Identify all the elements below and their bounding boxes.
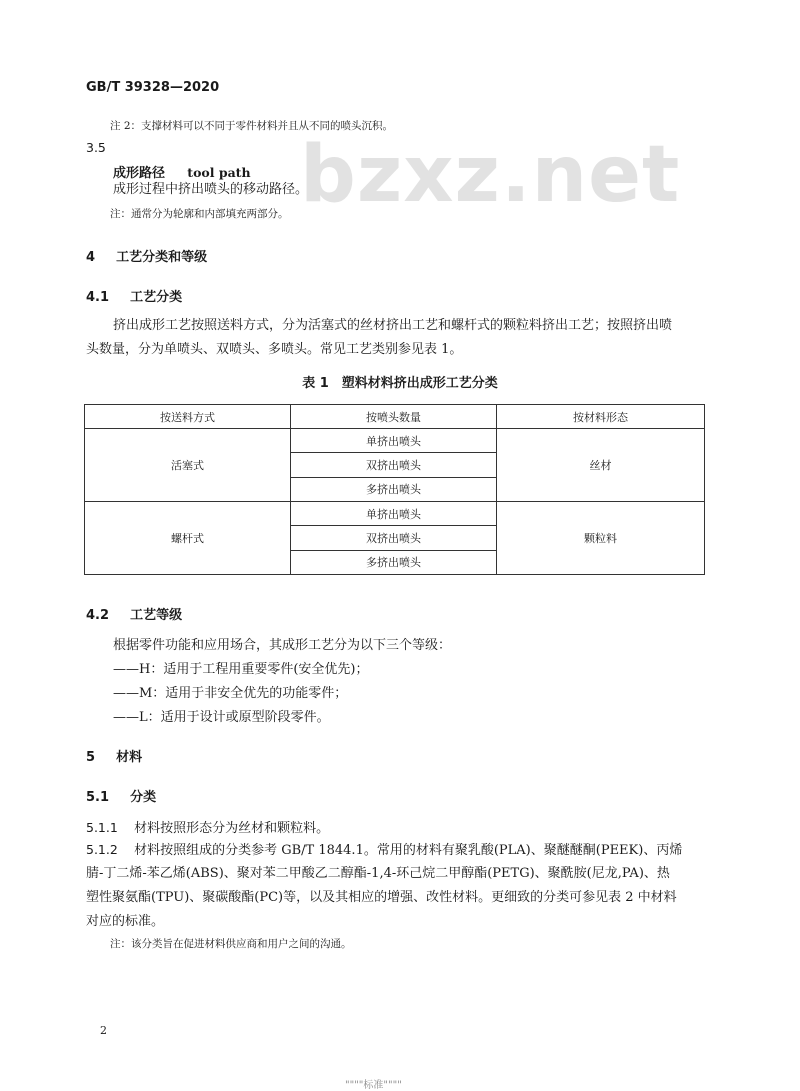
section-4-2-intro: 根据零件功能和应用场合，其成形工艺分为以下三个等级： bbox=[113, 638, 452, 653]
table-cell-feed: 活塞式 bbox=[85, 429, 291, 502]
standard-number: GB/T 39328—2020 bbox=[86, 80, 220, 95]
table-cell-form: 丝材 bbox=[497, 429, 705, 502]
section-4-2-heading bbox=[86, 604, 182, 623]
section-4-title: 工艺分类和等级 bbox=[116, 250, 208, 265]
section-4-heading bbox=[86, 246, 207, 265]
page-number: 2 bbox=[100, 1024, 107, 1037]
grade-item: ——L：适用于设计或原型阶段零件。 bbox=[113, 710, 330, 725]
table-cell-form: 颗粒料 bbox=[497, 502, 705, 575]
table-1 bbox=[84, 404, 705, 575]
note-tool-path: 注：通常分为轮廓和内部填充两部分。 bbox=[110, 208, 289, 220]
table-cell-feed: 螺杆式 bbox=[85, 502, 291, 575]
term-definition: 成形过程中挤出喷头的移动路径。 bbox=[113, 182, 309, 197]
section-5-title: 材料 bbox=[116, 750, 143, 765]
table-header-feed: 按送料方式 bbox=[85, 405, 291, 429]
section-5-1-2-line4: 对应的标准。 bbox=[86, 914, 165, 929]
table-header-form: 按材料形态 bbox=[497, 405, 705, 429]
section-5-1-2-line3: 塑性聚氨酯(TPU)、聚碳酸酯(PC)等，以及其相应的增强、改性材料。更细致的分类可参见表 2 中材料 bbox=[86, 890, 677, 905]
term-cn: 成形路径 bbox=[113, 166, 166, 181]
footer-mark: """"标准"""" bbox=[345, 1080, 402, 1091]
table-cell-nozzle: 单挤出喷头 bbox=[291, 502, 497, 526]
section-3-5-number: 3.5 bbox=[86, 140, 106, 155]
note-classification: 注：该分类旨在促进材料供应商和用户之间的沟通。 bbox=[110, 938, 352, 950]
section-5-1-number: 5.1 bbox=[86, 790, 110, 805]
term-en: tool path bbox=[187, 165, 251, 180]
section-5-1-1-text: 材料按照形态分为丝材和颗粒料。 bbox=[134, 821, 330, 836]
table-cell-nozzle: 多挤出喷头 bbox=[291, 477, 497, 501]
section-5-1-2-text: 材料按照组成的分类参考 GB/T 1844.1。常用的材料有聚乳酸(PLA)、聚醚醚酮(PEEK)、丙烯 bbox=[134, 843, 683, 858]
section-5-1-title: 分类 bbox=[130, 790, 157, 805]
section-4-number: 4 bbox=[86, 250, 96, 265]
section-5-1-1-number: 5.1.1 bbox=[86, 820, 118, 835]
table-cell-nozzle: 双挤出喷头 bbox=[291, 526, 497, 550]
grade-item: ——H：适用于工程用重要零件(安全优先)； bbox=[113, 662, 369, 677]
section-5-1-2-line2: 腈-丁二烯-苯乙烯(ABS)、聚对苯二甲酸乙二醇酯-1,4-环己烷二甲醇酯(PETG)、聚酰胺(尼龙,PA)、热 bbox=[86, 866, 670, 881]
table-cell-nozzle: 多挤出喷头 bbox=[291, 550, 497, 574]
table-header-row bbox=[85, 405, 705, 429]
section-5-number: 5 bbox=[86, 750, 96, 765]
section-5-1-2-number: 5.1.2 bbox=[86, 842, 118, 857]
table-row bbox=[85, 429, 705, 453]
table-row bbox=[85, 502, 705, 526]
watermark: bzxz.net bbox=[300, 130, 681, 220]
section-4-1-heading bbox=[86, 286, 182, 305]
section-5-heading bbox=[86, 746, 142, 765]
section-5-1-2-line1 bbox=[86, 838, 682, 863]
table-1-caption: 表 1 塑料材料挤出成形工艺分类 bbox=[302, 376, 498, 391]
table-cell-nozzle: 双挤出喷头 bbox=[291, 453, 497, 477]
section-5-1-heading bbox=[86, 786, 156, 805]
table-header-nozzles: 按喷头数量 bbox=[291, 405, 497, 429]
section-4-1-title: 工艺分类 bbox=[130, 290, 183, 305]
note-support-material: 注 2：支撑材料可以不同于零件材料并且从不同的喷头沉积。 bbox=[110, 120, 394, 132]
section-4-1-para-line1: 挤出成形工艺按照送料方式，分为活塞式的丝材挤出工艺和螺杆式的颗粒料挤出工艺；按照挤出喷 bbox=[113, 318, 673, 333]
table-cell-nozzle: 单挤出喷头 bbox=[291, 429, 497, 453]
section-4-2-number: 4.2 bbox=[86, 608, 110, 623]
grade-item: ——M：适用于非安全优先的功能零件； bbox=[113, 686, 348, 701]
section-4-1-para-line2: 头数量，分为单喷头、双喷头、多喷头。常见工艺类别参见表 1。 bbox=[86, 342, 463, 357]
section-4-2-title: 工艺等级 bbox=[130, 608, 183, 623]
section-4-1-number: 4.1 bbox=[86, 290, 110, 305]
